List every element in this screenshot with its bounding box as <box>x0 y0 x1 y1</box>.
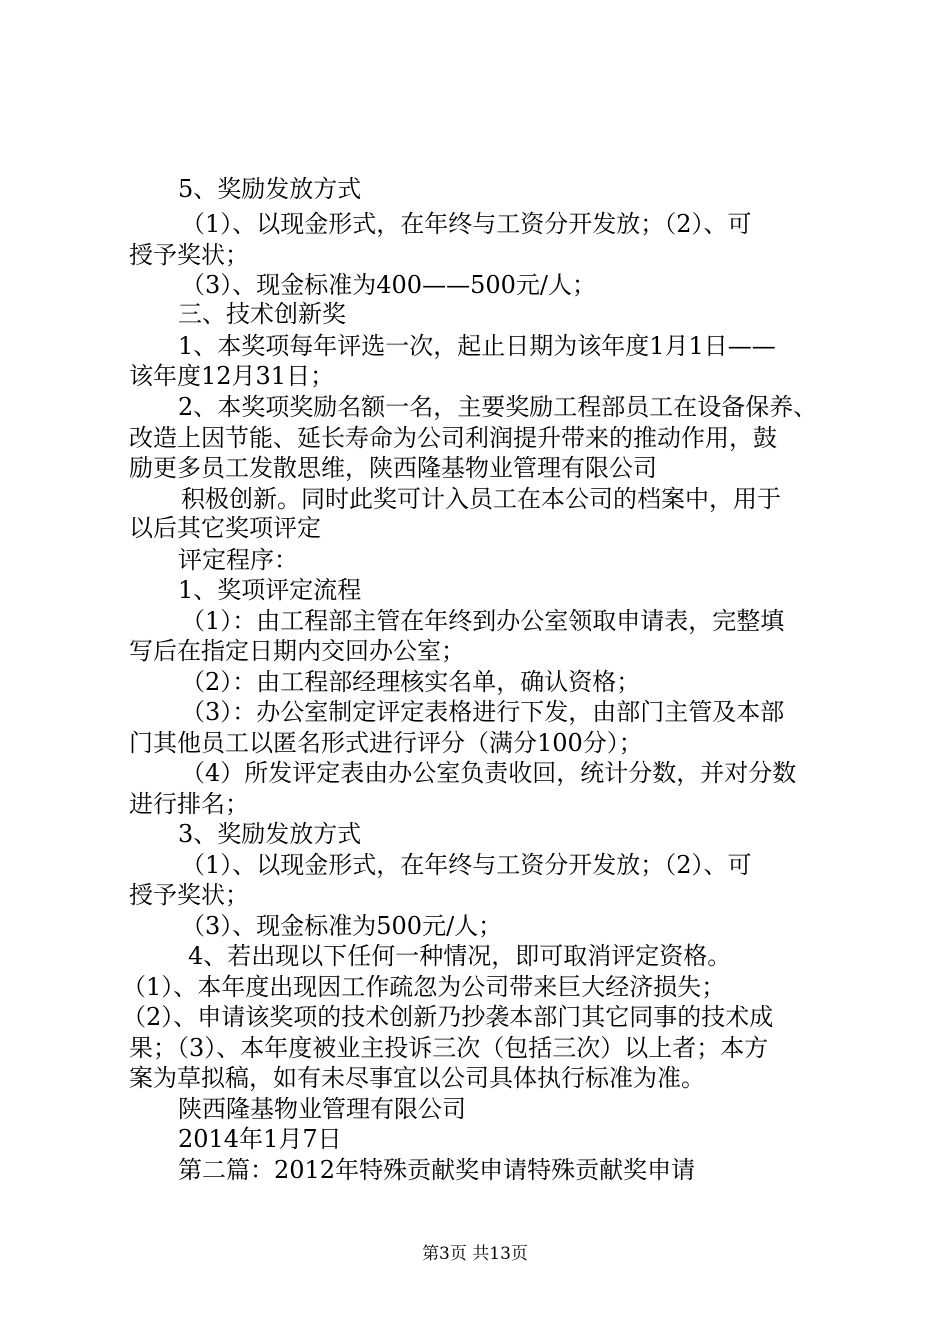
text-line: 果；（3）、本年度被业主投诉三次（包括三次）以上者；本方 <box>129 1034 769 1062</box>
text-line: 积极创新。同时此奖可计入员工在本公司的档案中，用于 <box>181 485 781 513</box>
text-line: （4）所发评定表由办公室负责收回，统计分数，并对分数 <box>181 759 797 787</box>
text-line: 5、奖励发放方式 <box>178 175 362 203</box>
text-line: 授予奖状； <box>129 881 249 909</box>
page-footer: 第3页 共13页 <box>422 1244 528 1264</box>
text-line: 进行排名； <box>129 790 249 818</box>
text-line: 授予奖状； <box>129 241 249 269</box>
text-line: 励更多员工发散思维，陕西隆基物业管理有限公司 <box>129 454 657 482</box>
text-line: 写后在指定日期内交回办公室； <box>129 637 465 665</box>
signature-company: 陕西隆基物业管理有限公司 <box>178 1095 466 1123</box>
text-line: （2）、申请该奖项的技术创新乃抄袭本部门其它同事的技术成 <box>122 1003 774 1031</box>
text-line: 1、奖项评定流程 <box>178 576 362 604</box>
text-line: （3）、现金标准为400——500元/人； <box>181 271 596 299</box>
text-line: （1）、以现金形式，在年终与工资分开发放；（2）、可 <box>181 210 752 238</box>
text-line: （1）、以现金形式，在年终与工资分开发放；（2）、可 <box>181 851 752 879</box>
text-line: 案为草拟稿，如有未尽事宜以公司具体执行标准为准。 <box>129 1064 705 1092</box>
text-line: （1）：由工程部主管在年终到办公室领取申请表，完整填 <box>181 607 785 635</box>
text-line: 改造上因节能、延长寿命为公司利润提升带来的推动作用，鼓 <box>129 424 777 452</box>
text-line: 评定程序： <box>178 546 298 574</box>
section-heading: 三、技术创新奖 <box>178 300 346 328</box>
text-line: 门其他员工以匿名形式进行评分（满分100分）； <box>129 729 643 757</box>
text-line: 以后其它奖项评定 <box>129 514 321 542</box>
text-line: （3）：办公室制定评定表格进行下发，由部门主管及本部 <box>181 698 785 726</box>
text-line: （2）：由工程部经理核实名单，确认资格； <box>181 668 641 696</box>
next-section-title: 第二篇：2012年特殊贡献奖申请特殊贡献奖申请 <box>178 1156 696 1184</box>
text-line: 4、若出现以下任何一种情况，即可取消评定资格。 <box>188 942 732 970</box>
text-line: 3、奖励发放方式 <box>178 820 362 848</box>
text-line: 该年度12月31日； <box>129 362 335 390</box>
text-line: （3）、现金标准为500元/人； <box>181 912 503 940</box>
text-line: 1、本奖项每年评选一次，起止日期为该年度1月1日—— <box>178 332 776 360</box>
signature-date: 2014年1月7日 <box>178 1125 342 1153</box>
text-line: 2、本奖项奖励名额一名，主要奖励工程部员工在设备保养、 <box>178 393 818 421</box>
text-line: （1）、本年度出现因工作疏忽为公司带来巨大经济损失； <box>122 973 726 1001</box>
